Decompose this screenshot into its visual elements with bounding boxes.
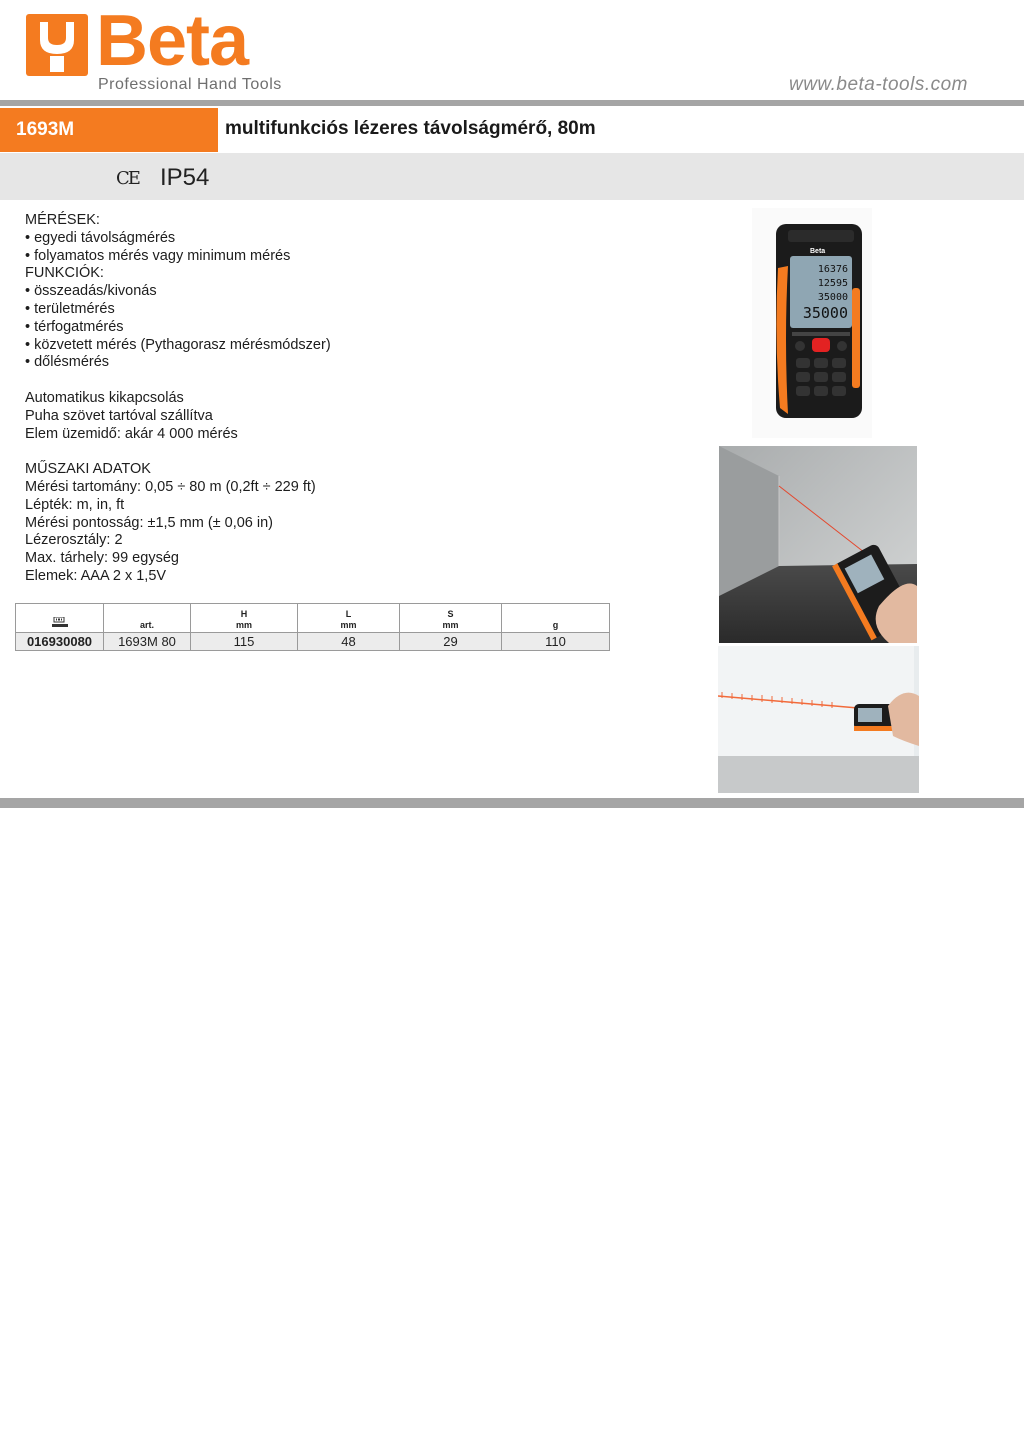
description-line: • egyedi távolságmérés xyxy=(25,229,176,246)
description-line: • területmérés xyxy=(25,300,115,317)
wall-usage-image xyxy=(718,646,919,793)
footer-divider xyxy=(0,798,1024,808)
description-line: Mérési tartomány: 0,05 ÷ 80 m (0,2ft ÷ 229 ft) xyxy=(25,478,316,495)
description-line: Mérési pontosság: ±1,5 mm (± 0,06 in) xyxy=(25,514,274,531)
description-line: Max. tárhely: 99 egység xyxy=(25,550,179,567)
svg-text:16376: 16376 xyxy=(817,264,848,275)
description-line: Elem üzemidő: akár 4 000 mérés xyxy=(25,425,238,442)
ce-mark-icon: CE xyxy=(116,168,139,189)
description-line: FUNKCIÓK: xyxy=(25,265,104,282)
spec-table xyxy=(15,603,610,651)
room-usage-image xyxy=(719,446,917,643)
description-line: Lépték: m, in, ft xyxy=(25,496,125,513)
description-line: • dőlésmérés xyxy=(25,354,110,371)
description-heading: MŰSZAKI ADATOK xyxy=(25,461,151,478)
description-spacer xyxy=(25,443,705,461)
table-row xyxy=(16,633,610,651)
brand-logo-icon xyxy=(26,14,88,76)
brand-wordmark: Beta xyxy=(96,1,249,81)
spec-header-s: S mm xyxy=(400,604,502,633)
table-cell-code: 016930080 xyxy=(16,633,104,651)
svg-text:Beta: Beta xyxy=(810,248,826,255)
description-line: Puha szövet tartóval szállítva xyxy=(25,407,213,424)
spec-header-code xyxy=(16,604,104,633)
description-line: • közvetett mérés (Pythagorasz mérésmódszer) xyxy=(25,336,331,353)
product-photo-wall xyxy=(718,646,919,793)
product-description xyxy=(25,212,705,586)
certification-bar xyxy=(0,153,1024,200)
table-cell-weight: 110 xyxy=(502,633,610,651)
product-title: multifunkciós lézeres távolságmérő, 80m xyxy=(225,118,596,139)
product-photo-room xyxy=(719,446,917,643)
table-cell-art: 1693M 80 xyxy=(104,633,191,651)
svg-text:35000: 35000 xyxy=(802,304,848,322)
header-divider xyxy=(0,100,1024,106)
description-line: Elemek: AAA 2 x 1,5V xyxy=(25,567,167,584)
ip-rating: IP54 xyxy=(160,164,210,191)
description-line: Automatikus kikapcsolás xyxy=(25,389,184,406)
svg-text:35000: 35000 xyxy=(817,292,848,303)
description-line: • összeadás/kivonás xyxy=(25,283,157,300)
barcode-icon xyxy=(52,617,68,628)
product-code: 1693M xyxy=(16,119,75,140)
spec-header-h: H mm xyxy=(191,604,298,633)
description-line: Lézerosztály: 2 xyxy=(25,532,123,549)
spec-table-header-row xyxy=(16,604,610,633)
description-line: MÉRÉSEK: xyxy=(25,212,100,228)
description-line: • térfogatmérés xyxy=(25,318,124,335)
website-link[interactable]: www.beta-tools.com xyxy=(788,74,968,95)
spec-header-art: art. xyxy=(104,604,191,633)
laser-meter-image xyxy=(752,208,872,438)
table-cell-h: 115 xyxy=(191,633,298,651)
product-photo-device xyxy=(752,208,872,438)
spec-header-weight: g xyxy=(502,604,610,633)
svg-text:12595: 12595 xyxy=(817,278,848,289)
spec-header-l: L mm xyxy=(298,604,400,633)
description-spacer xyxy=(25,372,705,390)
table-cell-l: 48 xyxy=(298,633,400,651)
brand-tagline: Professional Hand Tools xyxy=(98,76,282,93)
description-line: • folyamatos mérés vagy minimum mérés xyxy=(25,247,291,264)
table-cell-s: 29 xyxy=(400,633,502,651)
